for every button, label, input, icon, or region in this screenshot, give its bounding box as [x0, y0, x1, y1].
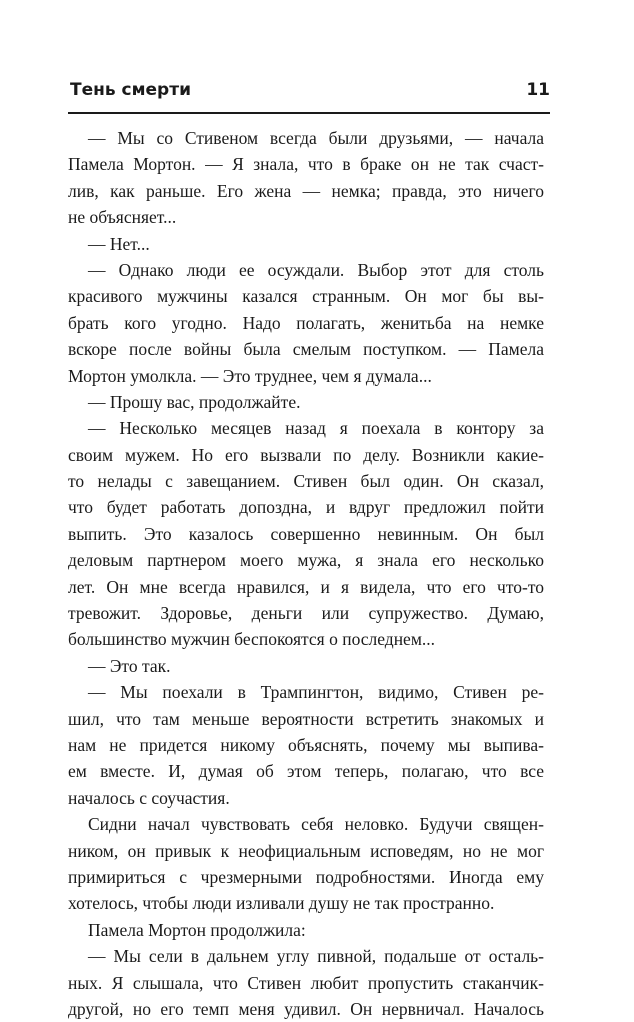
text-line: — Прошу вас, продолжайте. [88, 391, 301, 412]
text-line: другой, но его темп меня удивил. Он нервничал. Началось [68, 998, 544, 1019]
running-title: Тень смерти [70, 80, 191, 100]
page-number: 11 [526, 80, 550, 100]
text-line: тревожит. Здоровье, деньги или супружество. Думаю, [68, 603, 544, 624]
text-line: хотелось, чтобы люди изливали душу не так пространно. [68, 893, 495, 914]
body-text [68, 125, 544, 1022]
text-line: — Мы поехали в Трампингтон, видимо, Стивен ре- [88, 682, 544, 703]
text-line: брать кого угодно. Надо полагать, женитьба на немке [68, 312, 544, 333]
text-line: началось с соучастия. [68, 787, 230, 808]
text-line: — Нет... [88, 233, 150, 254]
text-line: лив, как раньше. Его жена — немка; правда, это ничего [68, 180, 544, 201]
text-line: Памела Мортон продолжила: [88, 919, 306, 940]
text-line: деловым партнером моего мужа, я знала его несколько [68, 550, 544, 571]
text-line: — Несколько месяцев назад я поехала в контору за [88, 418, 544, 439]
text-line: ем вместе. И, думая об этом теперь, полагаю, что все [68, 761, 544, 782]
text-line: Памела Мортон. — Я знала, что в браке он не так счаст- [68, 154, 544, 175]
text-line: — Мы со Стивеном всегда были друзьями, — начала [88, 128, 544, 148]
text-line: ных. Я слышала, что Стивен любит пропустить стаканчик- [68, 972, 544, 993]
text-line: — Однако люди ее осуждали. Выбор этот для столь [88, 259, 544, 280]
text-line: своим мужем. Но его вызвали по делу. Возникли какие- [68, 444, 544, 465]
text-line: выпить. Это казалось совершенно невинным. Он был [68, 523, 544, 544]
text-line: — Это так. [88, 655, 171, 676]
text-line: Мортон умолкла. — Это труднее, чем я думала... [68, 365, 432, 386]
text-line: большинство мужчин беспокоятся о последнем... [68, 629, 436, 650]
text-line: красивого мужчины казался странным. Он мог бы вы- [68, 286, 544, 307]
text-line: лет. Он мне всегда нравился, и я видела, что его что-то [68, 576, 544, 597]
text-line: что будет работать допоздна, и вдруг предложил пойти [68, 497, 544, 518]
text-line: не объясняет... [68, 207, 177, 228]
text-line: примириться с чрезмерными подробностями. Иногда ему [68, 866, 544, 887]
text-line: — Мы сели в дальнем углу пивной, подальше от осталь- [88, 946, 544, 967]
text-line: Сидни начал чувствовать себя неловко. Будучи священ- [88, 814, 544, 835]
text-line: вскоре после войны была смелым поступком. — Памела [68, 339, 544, 360]
running-header [70, 80, 550, 108]
text-line: то нелады с завещанием. Стивен был один. Он сказал, [68, 471, 544, 492]
text-line: шил, что там меньше вероятности встретить знакомых и [68, 708, 544, 729]
text-line: нам не придется никому объяснять, почему мы выпива- [68, 734, 544, 755]
text-line: ником, он привык к неофициальным исповедям, но не мог [68, 840, 544, 861]
header-rule [68, 112, 550, 114]
